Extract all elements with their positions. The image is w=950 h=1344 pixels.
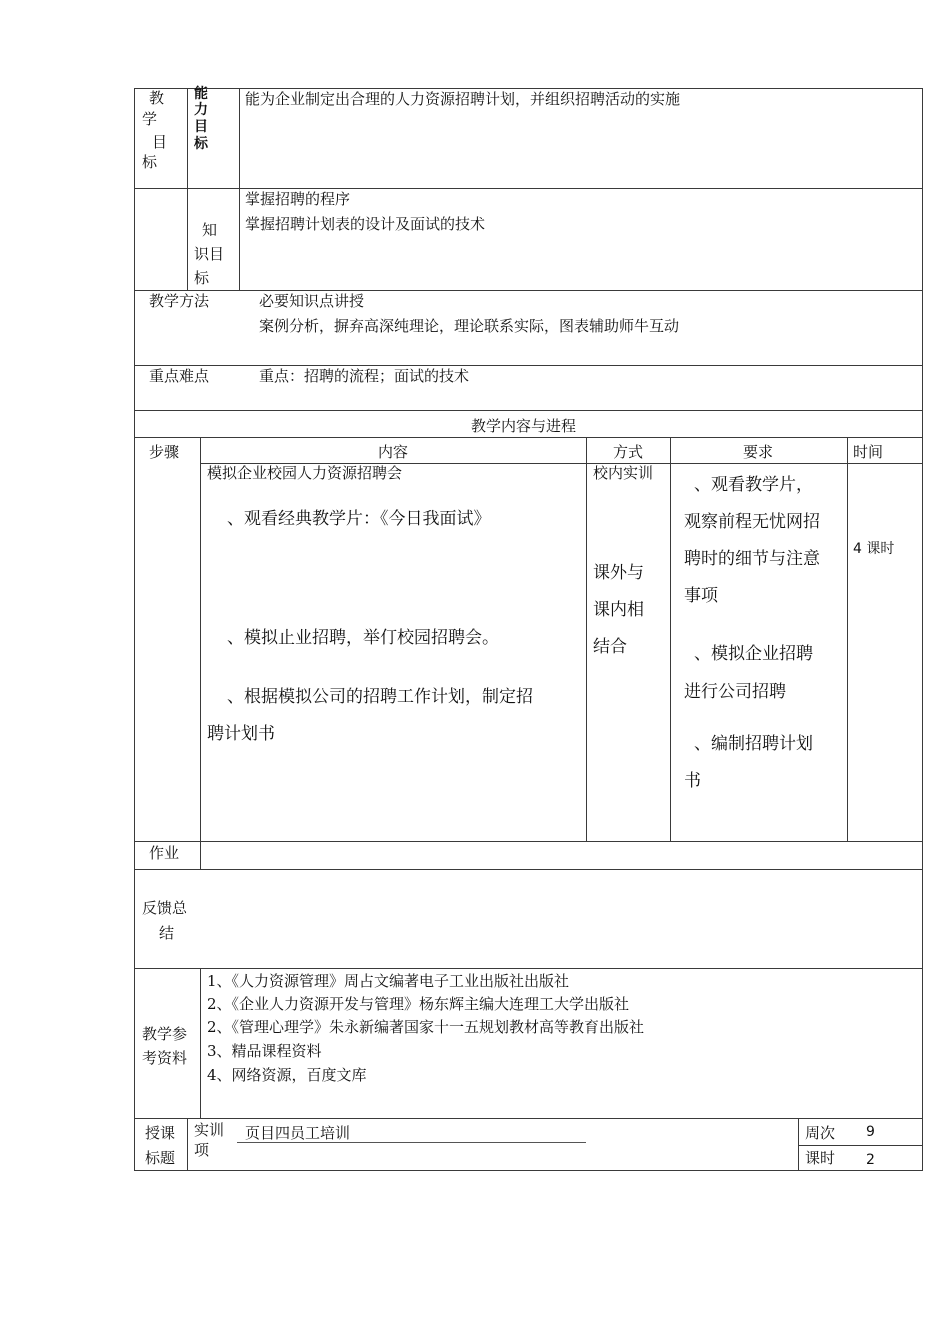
references-label-line-1: 教学参 [142,1025,188,1043]
mode-line-4: 结合 [593,637,627,657]
ability-label-char-1: 能 [194,86,208,102]
teaching-method-line-2: 案例分析，摒弃高深纯理论，理论联系实际，图表辅助师牛互动 [259,317,680,335]
reference-item-2: 2、《企业人力资源开发与管理》杨东辉主编大连理工大学出版社 [207,995,630,1013]
week-label: 周次 [805,1124,836,1142]
header-mode: 方式 [613,443,644,461]
progress-time: 4 课时 [853,541,895,557]
goals-label-char-4: 标 [142,153,158,171]
mode-line-1: 校内实训 [593,464,654,482]
hours-value: 2 [866,1152,875,1168]
content-item-3-cont: 聘计划书 [207,724,275,744]
ability-goal-text: 能为企业制定出合理的人力资源招聘计划，并组织招聘活动的实施 [245,90,681,108]
goals-label-char-1: 教 [149,89,165,107]
reference-item-5: 4、网络资源，百度文库 [207,1066,367,1084]
requirement-line-8: 书 [684,771,701,791]
header-requirement: 要求 [743,443,774,461]
footer-label-line-2: 标题 [145,1149,176,1167]
teaching-method-line-1: 必要知识点讲授 [259,292,365,310]
reference-item-4: 3、精品课程资料 [207,1042,322,1060]
mode-line-3: 课内相 [593,600,644,620]
goals-label-char-3: 目 [152,133,168,151]
progress-section-title: 教学内容与进程 [471,417,577,435]
footer-sub-label-line-1: 实训 [194,1121,225,1139]
ability-label-char-2: 力 [194,102,208,118]
footer-title: 页目四员工培训 [245,1124,351,1142]
requirement-line-7: 、编制招聘计划 [694,734,813,754]
footer-label-line-1: 授课 [145,1124,176,1142]
content-title: 模拟企业校园人力资源招聘会 [207,464,403,482]
keypoints-text: 重点：招聘的流程；面试的技术 [259,367,470,385]
references-label-line-2: 考资料 [142,1049,188,1067]
reference-item-3: 2、《管理心理学》朱永新编著国家十一五规划教材高等教育出版社 [207,1018,645,1036]
footer-sub-label-line-2: 项 [194,1141,210,1159]
header-step: 步骤 [149,443,180,461]
reference-item-1: 1、《人力资源管理》周占文编著电子工业出版社出版社 [207,972,570,990]
teaching-method-label: 教学方法 [149,292,210,310]
requirement-line-6: 进行公司招聘 [684,682,786,702]
knowledge-goal-line-2: 掌握招聘计划表的设计及面试的技术 [245,215,486,233]
mode-line-2: 课外与 [593,563,644,583]
content-item-1: 、观看经典教学片：《今日我面试》 [227,509,491,529]
content-item-3: 、根据模拟公司的招聘工作计划，制定招 [227,687,533,707]
requirement-line-5: 、模拟企业招聘 [694,644,813,664]
feedback-label-line-1: 反馈总 [142,899,188,917]
feedback-label-line-2: 结 [159,924,175,942]
requirement-line-4: 事项 [684,586,718,606]
goals-label-char-2: 学 [142,110,158,128]
requirement-line-3: 聘时的细节与注意 [684,549,820,569]
knowledge-label-line-3: 标 [194,269,210,287]
ability-label-char-4: 标 [194,136,208,152]
knowledge-label-line-2: 识目 [194,245,225,263]
content-item-2: 、模拟止业招聘，举仃校园招聘会。 [227,628,499,648]
hours-label: 课时 [805,1149,836,1167]
requirement-line-1: 、观看教学片， [694,475,813,495]
knowledge-label-line-1: 知 [202,221,218,239]
week-value: 9 [866,1124,875,1140]
header-time: 时间 [853,443,884,461]
homework-label: 作业 [149,844,180,862]
header-content: 内容 [378,443,409,461]
requirement-line-2: 观察前程无忧网招 [684,512,820,532]
knowledge-goal-line-1: 掌握招聘的程序 [245,190,351,208]
keypoints-label: 重点难点 [149,367,210,385]
footer-title-underline [237,1142,586,1143]
ability-label-char-3: 目 [194,119,208,135]
